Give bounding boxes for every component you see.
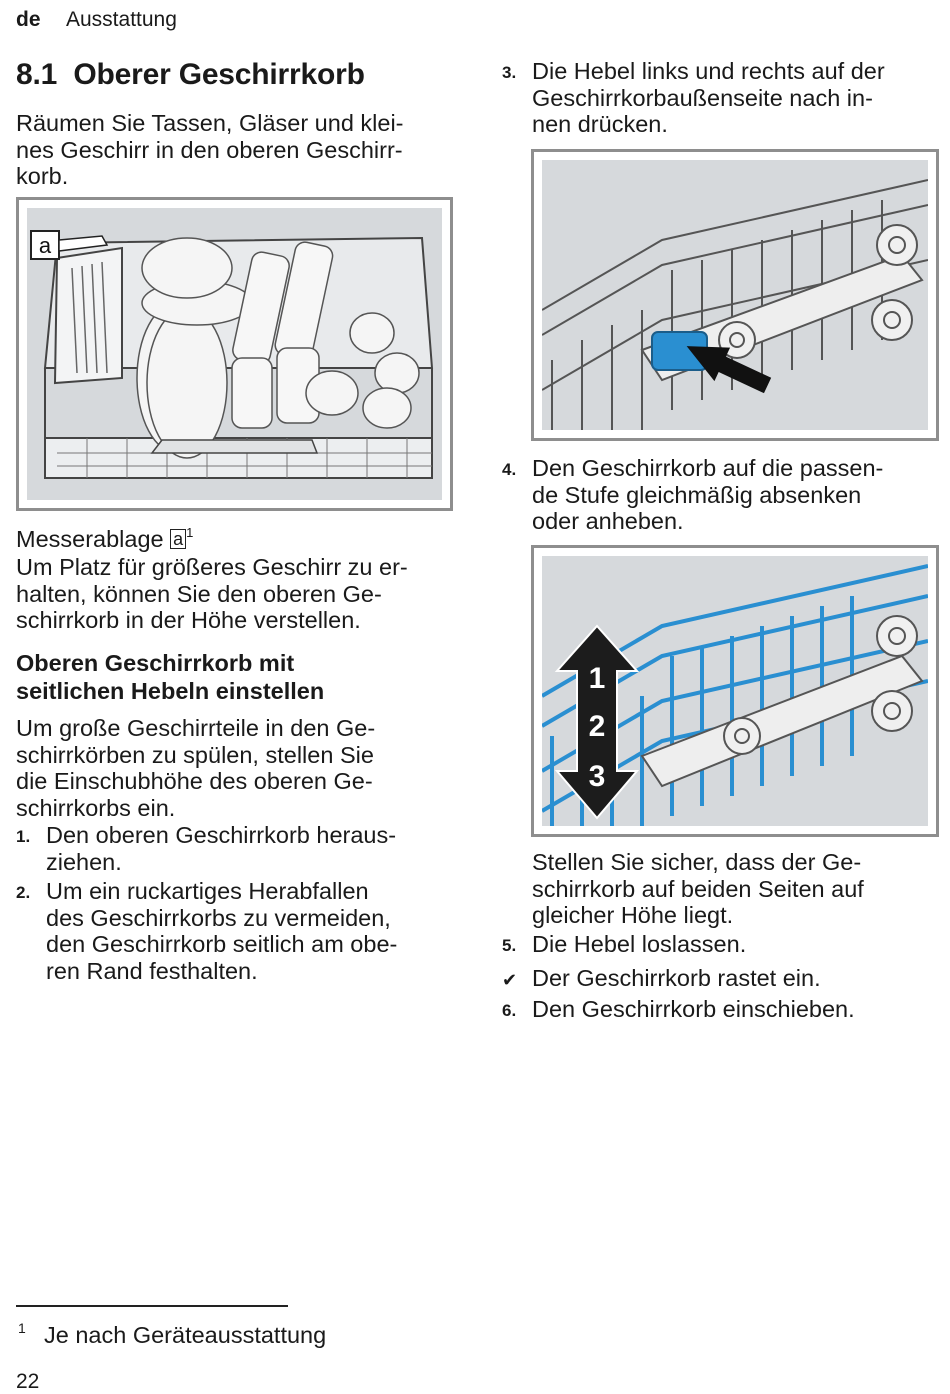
footnote-divider — [16, 1305, 288, 1307]
step-number: 5. — [502, 936, 517, 955]
lever-illustration — [542, 160, 928, 430]
footnote-text: Je nach Geräteausstattung — [44, 1322, 327, 1348]
subheading: Oberen Geschirrkorb mit seitlichen Hebeln einstellen — [16, 650, 325, 704]
callout-label: a — [38, 233, 52, 258]
callout-ref: a — [170, 529, 186, 549]
level-note: Stellen Sie sicher, dass der Ge- schirrkorb auf beiden Seiten auf gleicher Höhe liegt. — [532, 849, 864, 928]
page-title: 8.1 Oberer Geschirrkorb — [16, 58, 365, 91]
step-number: 4. — [502, 460, 517, 479]
page-number: 22 — [16, 1370, 40, 1393]
step-number: 3. — [502, 63, 517, 82]
levels-illustration — [542, 556, 928, 826]
level-2-label: 2 — [588, 710, 606, 743]
header-language: de — [16, 8, 41, 31]
height-adjust-paragraph: Um Platz für größeres Geschirr zu er- halten, können Sie den oberen Ge- schirrkorb in der Höhe verstellen. — [16, 554, 408, 633]
footnote-number: 1 — [18, 1320, 26, 1336]
figure-upper-basket — [16, 197, 453, 511]
level-1-label: 1 — [588, 662, 606, 695]
figure-lever-press — [531, 149, 939, 441]
header-section: Ausstattung — [66, 8, 177, 31]
footnote-ref: 1 — [186, 525, 194, 540]
step-number: 6. — [502, 1001, 517, 1020]
basket-illustration — [27, 208, 442, 500]
figure-caption: Messerablage a $^1$ — [16, 525, 194, 552]
step-number: 2. — [16, 883, 31, 902]
check-icon: ✔ — [502, 970, 518, 990]
step-number: 1. — [16, 827, 31, 846]
intro-paragraph: Räumen Sie Tassen, Gläser und klei- nes Geschirr in den oberen Geschirr- korb. — [16, 110, 404, 189]
instructions-intro: Um große Geschirrteile in den Ge- schirrkörben zu spülen, stellen Sie die Einschubhöhe des oberen Ge- schirrkorbs ein. — [16, 715, 376, 821]
figure-height-levels — [531, 545, 939, 837]
level-3-label: 3 — [588, 760, 606, 793]
